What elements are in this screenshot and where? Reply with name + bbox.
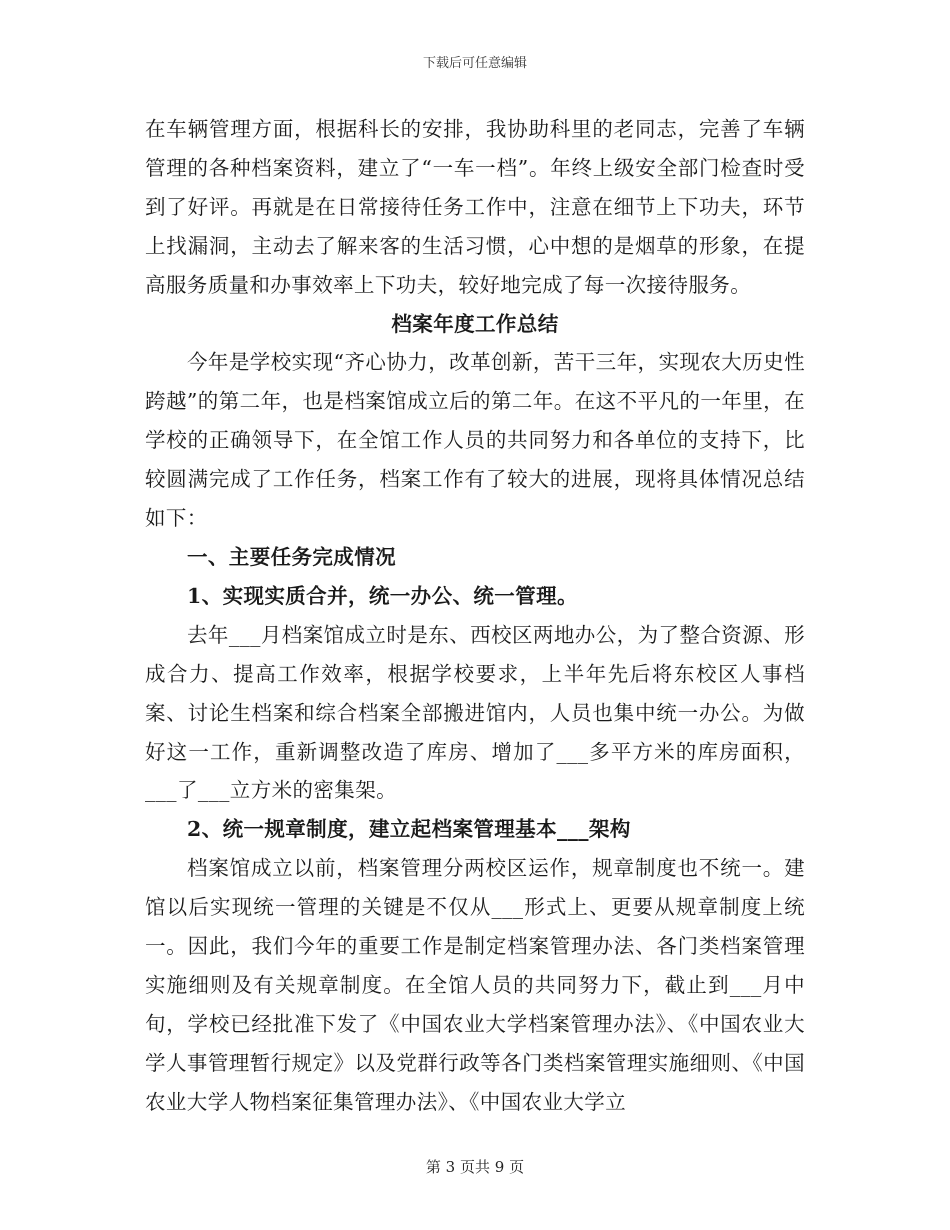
page-footer: 第 3 页共 9 页	[425, 1158, 525, 1176]
paragraph-merge: 去年___月档案馆成立时是东、西校区两地办公，为了整合资源、形成合力、提高工作效率，根据学校要求，上半年先后将东校区人事档案、讨论生档案和综合档案全部搬进馆内，人员也集中统一办公。为做好这一工作，重新调整改造了库房、增加了___多平方米的库房面积，___了___立方米的密集架。	[145, 622, 805, 803]
subheading-merge: 1、实现实质合并，统一办公、统一管理。	[187, 583, 578, 608]
paragraph-vehicle-management: 在车辆管理方面，根据科长的安排，我协助科里的老同志，完善了车辆管理的各种档案资料，建立了“一车一档”。年终上级安全部门检查时受到了好评。再就是在日常接待任务工作中，注意在细节上下功夫，环节上找漏洞，主动去了解来客的生活习惯，心中想的是烟草的形象，在提高服务质量和办事效率上下功夫，较好地完成了每一次接待服务。	[145, 117, 805, 297]
paragraph-regulations: 档案馆成立以前，档案管理分两校区运作，规章制度也不统一。建馆以后实现统一管理的关键是不仅从___形式上、更要从规章制度上统一。因此，我们今年的重要工作是制定档案管理办法、各门类档案管理实施细则及有关规章制度。在全馆人员的共同努力下，截止到___月中旬，学校已经批准下发了《中国农业大学档案管理办法》、《中国农业大学人事管理暂行规定》以及党群行政等各门类档案管理实施细则、《中国农业大学人物档案征集管理办法》、《中国农业大学立	[145, 856, 805, 1114]
document-title: 档案年度工作总结	[391, 311, 559, 336]
document-body	[145, 110, 805, 1122]
paragraph-intro: 今年是学校实现“齐心协力，改革创新，苦干三年，实现农大历史性跨越”的第二年，也是档案馆成立后的第二年。在这不平凡的一年里，在学校的正确领导下，在全馆工作人员的共同努力和各单位的支持下，比较圆满完成了工作任务，档案工作有了较大的进展，现将具体情况总结如下：	[145, 350, 805, 531]
subheading-regulations: 2、统一规章制度，建立起档案管理基本___架构	[187, 817, 631, 842]
section-heading-main-tasks: 一、主要任务完成情况	[187, 544, 396, 569]
page-header: 下载后可任意编辑	[422, 56, 527, 71]
